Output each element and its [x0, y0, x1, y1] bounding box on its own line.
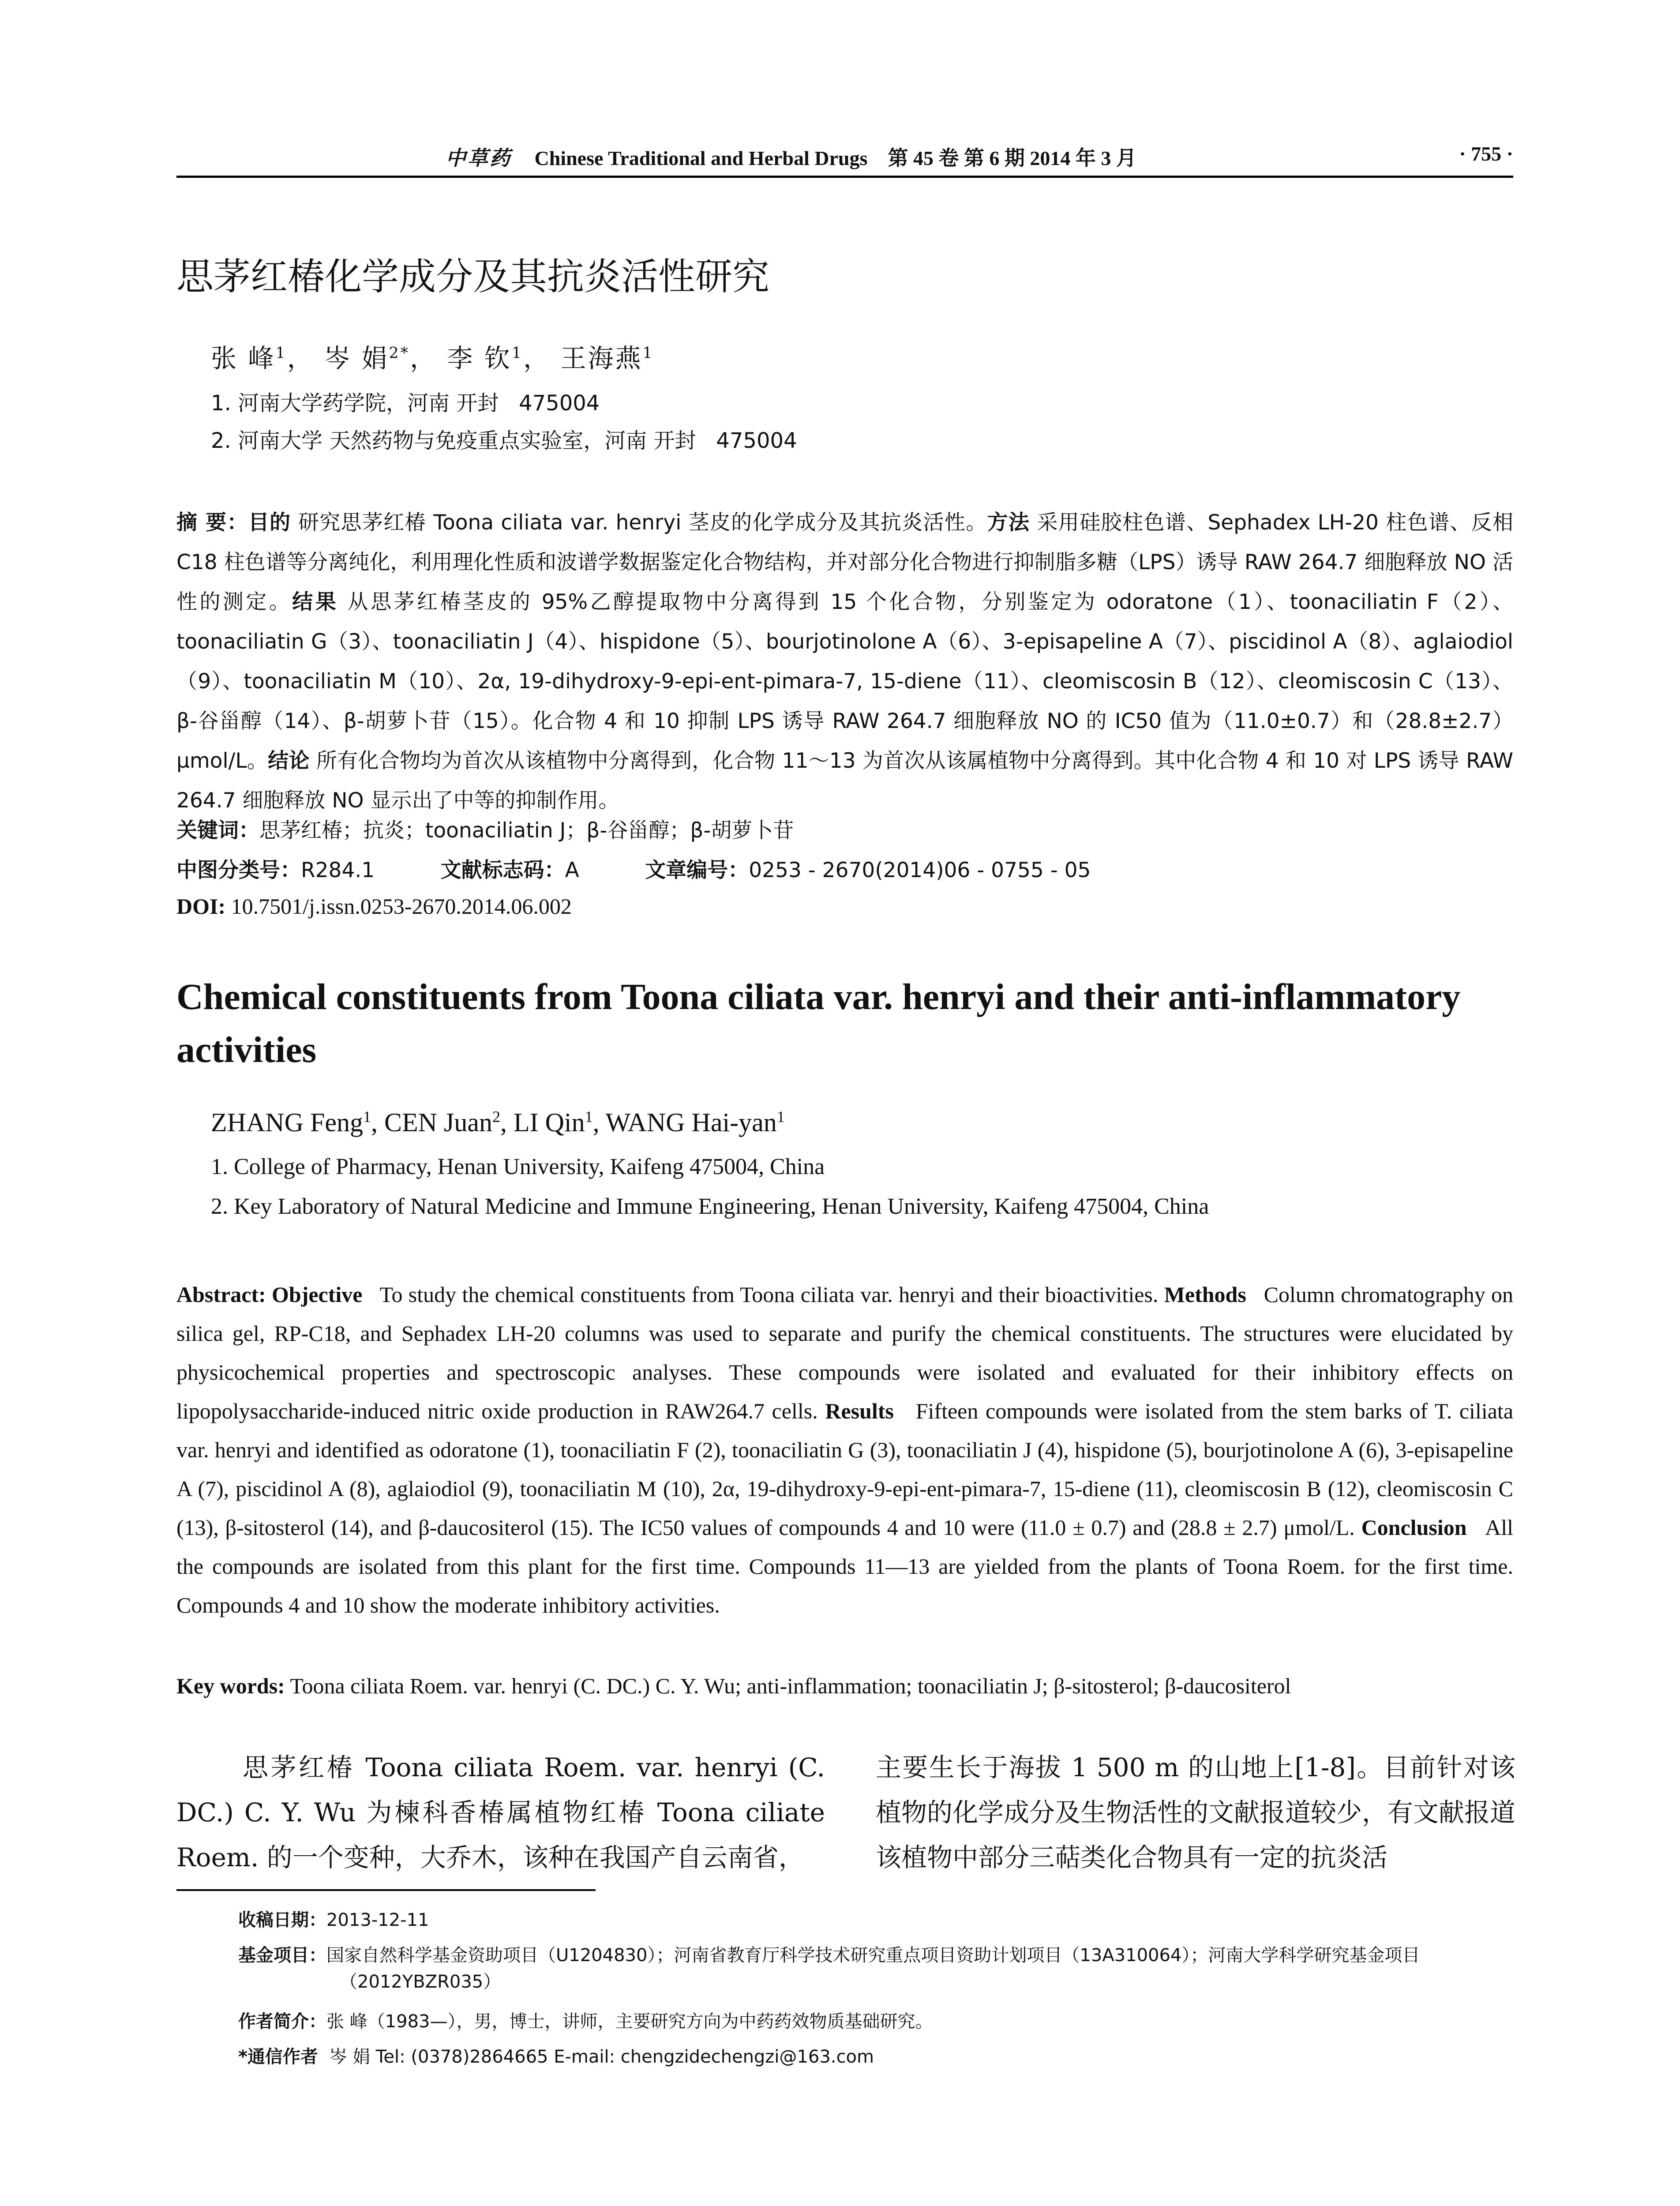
- objective-en-text: To study the chemical constituents from Toona ciliata var. henryi and their bioactivities.: [379, 1282, 1159, 1307]
- conclusion-text: 所有化合物均为首次从该植物中分离得到，化合物 11～13 为首次从该属植物中分离得到。其中化合物 4 和 10 对 LPS 诱导 RAW 264.7 细胞释放 NO 显示出了中等的抑制作用。: [176, 749, 1513, 813]
- methods-en-label: Methods: [1164, 1282, 1246, 1307]
- conclusion-en-label: Conclusion: [1361, 1515, 1467, 1540]
- journal-header: [446, 142, 1136, 171]
- doi-line: [176, 893, 572, 919]
- doc-code-label: 文献标志码：: [440, 858, 565, 882]
- keywords-en-text: Toona ciliata Roem. var. henryi (C. DC.) C. Y. Wu; anti-inflammation; toonaciliatin J; β-sitosterol; β-daucositerol: [290, 1673, 1291, 1698]
- footnote-corresponding: [238, 2044, 874, 2070]
- header-rule: [176, 176, 1513, 178]
- article-no-value: 0253 - 2670(2014)06 - 0755 - 05: [749, 858, 1091, 882]
- footnote-fund: [238, 1942, 1513, 1995]
- methods-text: 采用硅胶柱色谱、Sephadex LH-20 柱色谱、反相 C18 柱色谱等分离纯化，利用理化性质和波谱学数据鉴定化合物结构，并对部分化合物进行抑制脂多糖（LPS）诱导 RAW 264.7 细胞释放 NO 活性的测定。: [176, 510, 1513, 614]
- body-column-1: 思茅红椿 Toona ciliata Roem. var. henryi (C. DC.) C. Y. Wu 为楝科香椿属植物红椿 Toona ciliate Roem. 的一个变种，大乔木，该种在我国产自云南省，: [176, 1752, 825, 1872]
- classification-line: [176, 854, 1091, 883]
- author-cn: 李 钦: [447, 343, 512, 373]
- author-sup: 1: [275, 344, 287, 362]
- author-sup: 2*: [389, 344, 410, 362]
- author-cn: 王海燕: [560, 343, 643, 373]
- corr-value: 岑 娟 Tel: (0378)2864665 E-mail: chengzidechengzi@163.com: [329, 2047, 874, 2067]
- title-cn: 思茅红椿化学成分及其抗炎活性研究: [176, 255, 770, 298]
- article-no-label: 文章编号：: [645, 858, 749, 882]
- author-sup: 2: [492, 1108, 500, 1126]
- results-text: 从思茅红椿茎皮的 95%乙醇提取物中分离得到 15 个化合物，分别鉴定为 odoratone（1）、toonaciliatin F（2）、toonaciliatin G（3）、toonaciliatin J（4）、hispidone（5）、bourjotinolone A（6）、3-episapeline A（7）、piscidinol A（8）、aglaiodiol（9）、toonaciliatin M（10）、2α, 19-dihydroxy-9-epi-ent-pimara-7, 15-diene（11）、cleomiscosin B（12）、cleomiscosin C（13）、β-谷甾醇（14）、β-胡萝卜苷（15）。化合物 4 和 10 抑制 LPS 诱导 RAW 264.7 细胞释放 NO 的 IC50 值为（11.0±0.7）和（28.8±2.7）μmol/L。: [176, 590, 1513, 773]
- author-en: CEN Juan: [384, 1108, 492, 1137]
- author-sup: 1: [511, 344, 524, 362]
- clc-label: 中图分类号：: [176, 858, 301, 882]
- author-cn: 岑 娟: [324, 343, 389, 373]
- results-en-text: Fifteen compounds were isolated from the stem barks of T. ciliata var. henryi and identified as odoratone (1), toonaciliatin F (2), toonaciliatin G (3), toonaciliatin J (4), hispidone (5), bourjotinolone A (6), 3-episapeline A (7), piscidinol A (8), aglaiodiol (9), toonaciliatin M (10), 2α, 19-dihydroxy-9-epi-ent-pimara-7, 15-diene (11), cleomiscosin B (12), cleomiscosin C (13), β-sitosterol (14), and β-daucositerol (15). The IC50 values of compounds 4 and 10 were (11.0 ± 0.7) and (28.8 ± 2.7) μmol/L.: [176, 1399, 1514, 1540]
- affiliation-cn-2: 2. 河南大学 天然药物与免疫重点实验室，河南 开封 475004: [211, 428, 797, 453]
- running-header: [176, 142, 1513, 173]
- author-sup: 1: [363, 1108, 371, 1126]
- issue-info: 第 45 卷 第 6 期 2014 年 3 月: [888, 147, 1136, 169]
- author-sup: 1: [642, 344, 654, 362]
- received-label: 收稿日期：: [238, 1910, 326, 1930]
- author-en: WANG Hai-yan: [605, 1108, 777, 1137]
- conclusion-label: 结论: [268, 749, 310, 773]
- author-en: LI Qin: [513, 1108, 585, 1137]
- footnote-author: [238, 2008, 933, 2035]
- footnote-received: [238, 1907, 429, 1933]
- abstract-en: [176, 1275, 1513, 1624]
- doi-label: DOI:: [176, 894, 226, 919]
- objective-en-label: Objective: [272, 1282, 363, 1307]
- methods-label: 方法: [987, 510, 1030, 535]
- objective-label: 目的: [248, 510, 291, 535]
- fund-label: 基金项目：: [238, 1945, 326, 1966]
- fund-value: 国家自然科学基金资助项目（U1204830）；河南省教育厅科学技术研究重点项目资助计划项目（13A310064）；河南大学科学研究基金项目（2012YBZR035）: [326, 1945, 1420, 1992]
- received-value: 2013-12-11: [326, 1910, 429, 1930]
- abstract-en-label: Abstract:: [176, 1282, 266, 1307]
- corr-label: *通信作者: [238, 2047, 318, 2067]
- authors-en: ZHANG Feng$^1$, CEN Juan$^2$, LI Qin$^1$, WANG Hai-yan$^1$: [211, 1108, 785, 1137]
- footnote-rule: [176, 1889, 596, 1891]
- objective-text: 研究思茅红椿 Toona ciliata var. henryi 茎皮的化学成分及其抗炎活性。: [298, 510, 987, 535]
- abstract-label: 摘 要：: [176, 510, 248, 535]
- author-en: ZHANG Feng: [211, 1108, 363, 1137]
- keywords-label: 关键词：: [176, 818, 259, 843]
- keywords-en-label: Key words:: [176, 1673, 285, 1698]
- author-cn: 张 峰: [211, 343, 276, 373]
- author-sup: 1: [776, 1108, 785, 1126]
- methods-en-text: Column chromatography on silica gel, RP-C18, and Sephadex LH-20 columns was used to separate and purify the chemical constituents. The structures were elucidated by physicochemical properties and spectroscopic analyses. These compounds were isolated and evaluated for their inhibitory effects on lipopolysaccharide-induced nitric oxide production in RAW264.7 cells.: [176, 1282, 1514, 1423]
- author-sup: 1: [585, 1108, 593, 1126]
- doi-value[interactable]: 10.7501/j.issn.0253-2670.2014.06.002: [231, 894, 572, 919]
- affiliation-en-1: 1. College of Pharmacy, Henan University, Kaifeng 475004, China: [211, 1154, 825, 1179]
- keywords-cn: [176, 814, 794, 844]
- results-label: 结果: [292, 590, 339, 614]
- authors-cn: 张 峰$^1$， 岑 娟$^{2*}$， 李 钦$^1$， 王海燕$^1$: [211, 343, 654, 373]
- affiliation-en-2: 2. Key Laboratory of Natural Medicine and Immune Engineering, Henan University, Kaifeng 475004, China: [211, 1194, 1209, 1219]
- body-column-2: 主要生长于海拔 1 500 m 的山地上[1-8]。目前针对该植物的化学成分及生物活性的文献报道较少，有文献报道该植物中部分三萜类化合物具有一定的抗炎活: [876, 1752, 1516, 1872]
- page-number: · 755 ·: [1459, 143, 1513, 165]
- clc-value: R284.1: [301, 858, 375, 882]
- journal-name-en: Chinese Traditional and Herbal Drugs: [534, 147, 868, 169]
- conclusion-en-text: All the compounds are isolated from this plant for the first time. Compounds 11—13 are yielded from the plants of Toona Roem. for the first time. Compounds 4 and 10 show the moderate inhibitory activities.: [176, 1515, 1513, 1617]
- author-bio-label: 作者简介：: [238, 2011, 326, 2032]
- author-bio-value: 张 峰（1983—），男，博士，讲师，主要研究方向为中药药效物质基础研究。: [326, 2011, 933, 2032]
- results-en-label: Results: [825, 1399, 894, 1423]
- abstract-cn: [176, 503, 1513, 821]
- doc-code-value: A: [565, 858, 579, 882]
- title-en: Chemical constituents from Toona ciliata var. henryi and their anti-inflammatory activities: [176, 976, 1461, 1070]
- journal-name-cn: 中草药: [446, 147, 512, 169]
- keywords-text: 思茅红椿；抗炎；toonaciliatin J；β-谷甾醇；β-胡萝卜苷: [259, 818, 794, 843]
- affiliation-cn-1: 1. 河南大学药学院，河南 开封 475004: [211, 391, 600, 416]
- keywords-en: [176, 1673, 1291, 1699]
